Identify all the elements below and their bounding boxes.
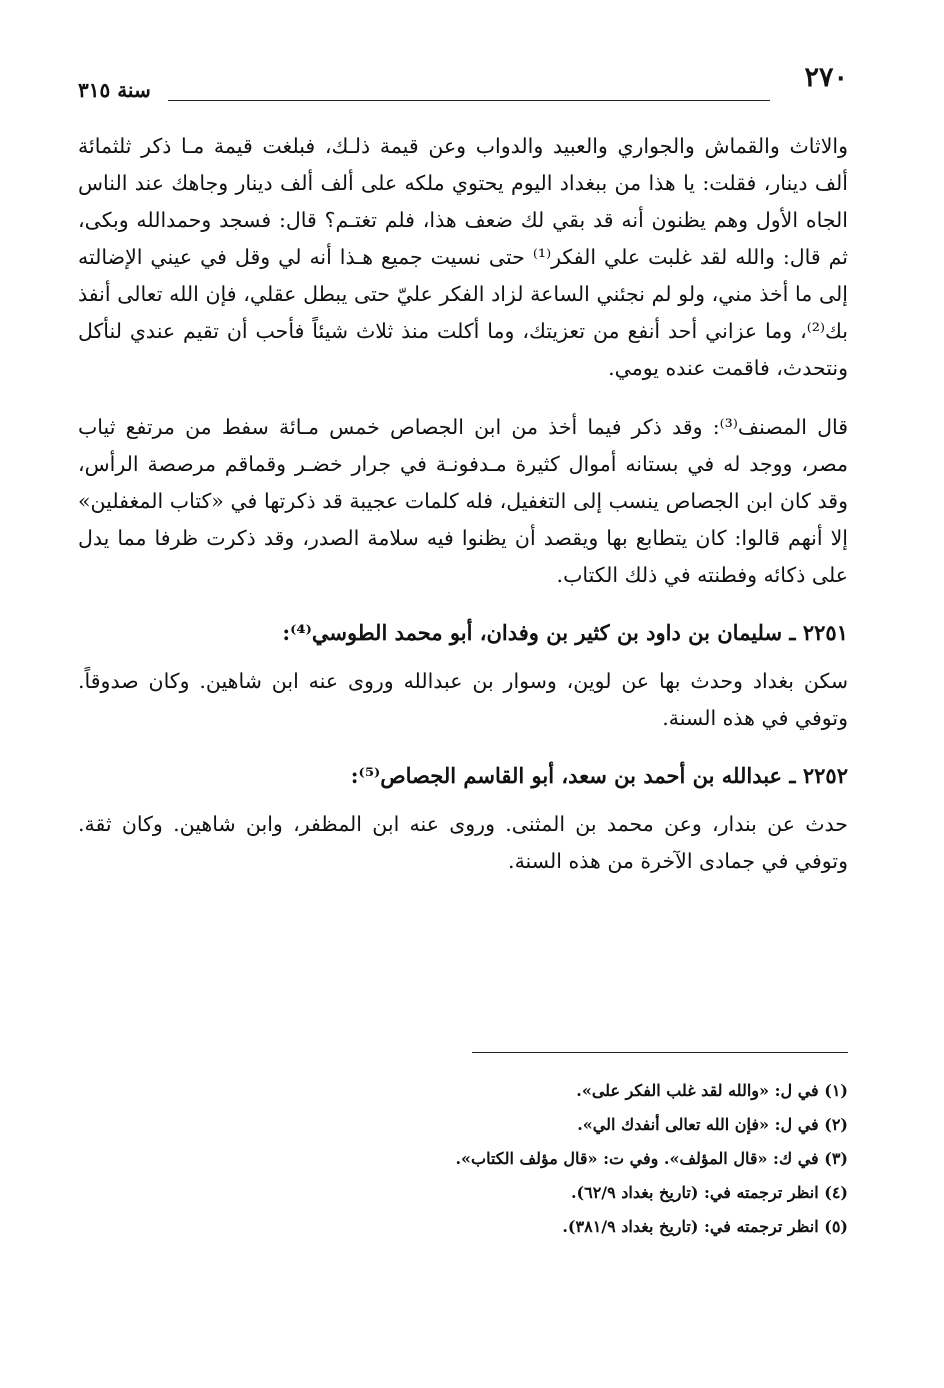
footnote-rule bbox=[472, 1052, 848, 1053]
footnote: (٢) في ل: «فإن الله تعالى أنفدك الي». bbox=[577, 1115, 848, 1134]
entry-text: حدث عن بندار، وعن محمد بن المثنى. وروى عنه ابن المظفر، وابن شاهين. وكان ثقة. وتوفي في جمادى الآخرة من هذه السنة. bbox=[78, 812, 848, 873]
entry-heading: ٢٢٥١ ـ سليمان بن داود بن كثير بن وفدان، أبو محمد الطوسي⁽⁴⁾: bbox=[282, 620, 848, 645]
book-page bbox=[78, 0, 848, 1388]
paragraph: قال المصنف⁽³⁾: وقد ذكر فيما أخذ من ابن الجصاص خمس مـائة سفط من مرتفع ثياب مصر، ووجد له في بستانه أموال كثيرة مـدفونـة في جرار خضـر وقماقم مرصصة الرأس، وقد كان ابن الجصاص ينسب إلى التغفيل، فله كلمات عجيبة قد ذكرتها في «كتاب المغفلين» إلا أنهم قالوا: كان يتطابع بها ويقصد أن يظنوا فيه سلامة الصدر، وقد ذكرت ظرفا مما يدل على ذكائه وفطنته في ذلك الكتاب. bbox=[78, 415, 849, 587]
entry-heading: ٢٢٥٢ ـ عبدالله بن أحمد بن سعد، أبو القاسم الجصاص⁽⁵⁾: bbox=[350, 763, 848, 788]
footnotes bbox=[78, 1074, 848, 1244]
page-number: ٢٧٠ bbox=[804, 62, 848, 93]
running-head: سنة ٣١٥ bbox=[78, 78, 151, 102]
main-text bbox=[78, 128, 848, 880]
paragraph: والاثاث والقماش والجواري والعبيد والدواب وعن قيمة ذلـك، فبلغت قيمة مـا ذكر ثلثمائة ألف دينار، فقلت: يا هذا من ببغداد اليوم يحتوي ملكه على ألف ألف دينار وجاهك عند الناس الجاه الأول وهم يظنون أنه قد بقي لك ضعف هذا، فلم تغتـم؟ قال: فسجد وحمدالله وبكى، ثم قال: والله لقد غلبت علي الفكر⁽¹⁾ حتى نسيت جميع هـذا أنه لي وقل في عيني الإضالته إلى ما أخذ مني، ولو لم نجئني الساعة لزاد الفكر عليّ حتى يبطل عقلي، فإن الله تعالى أنفذ بك⁽²⁾، وما عزاني أحد أنفع من تعزيتك، وما أكلت منذ ثلاث شيئاً فأحب أن تقيم عندي لنأكل ونتحدث، فاقمت عنده يومي. bbox=[78, 134, 848, 380]
entry-text: سكن بغداد وحدث بها عن لوين، وسوار بن عبدالله وروى عنه ابن شاهين. وكان صدوقاً. وتوفي في هذه السنة. bbox=[78, 669, 848, 730]
footnote: (٣) في ك: «قال المؤلف». وفي ت: «قال مؤلف الكتاب». bbox=[455, 1149, 848, 1168]
header-rule bbox=[168, 100, 770, 101]
footnote: (١) في ل: «والله لقد غلب الفكر على». bbox=[576, 1081, 848, 1100]
footnote: (٤) انظر ترجمته في: (تاريخ بغداد ٦٢/٩). bbox=[570, 1183, 848, 1202]
footnote: (٥) انظر ترجمته في: (تاريخ بغداد ٣٨١/٩). bbox=[562, 1217, 848, 1236]
page-header bbox=[78, 58, 848, 108]
